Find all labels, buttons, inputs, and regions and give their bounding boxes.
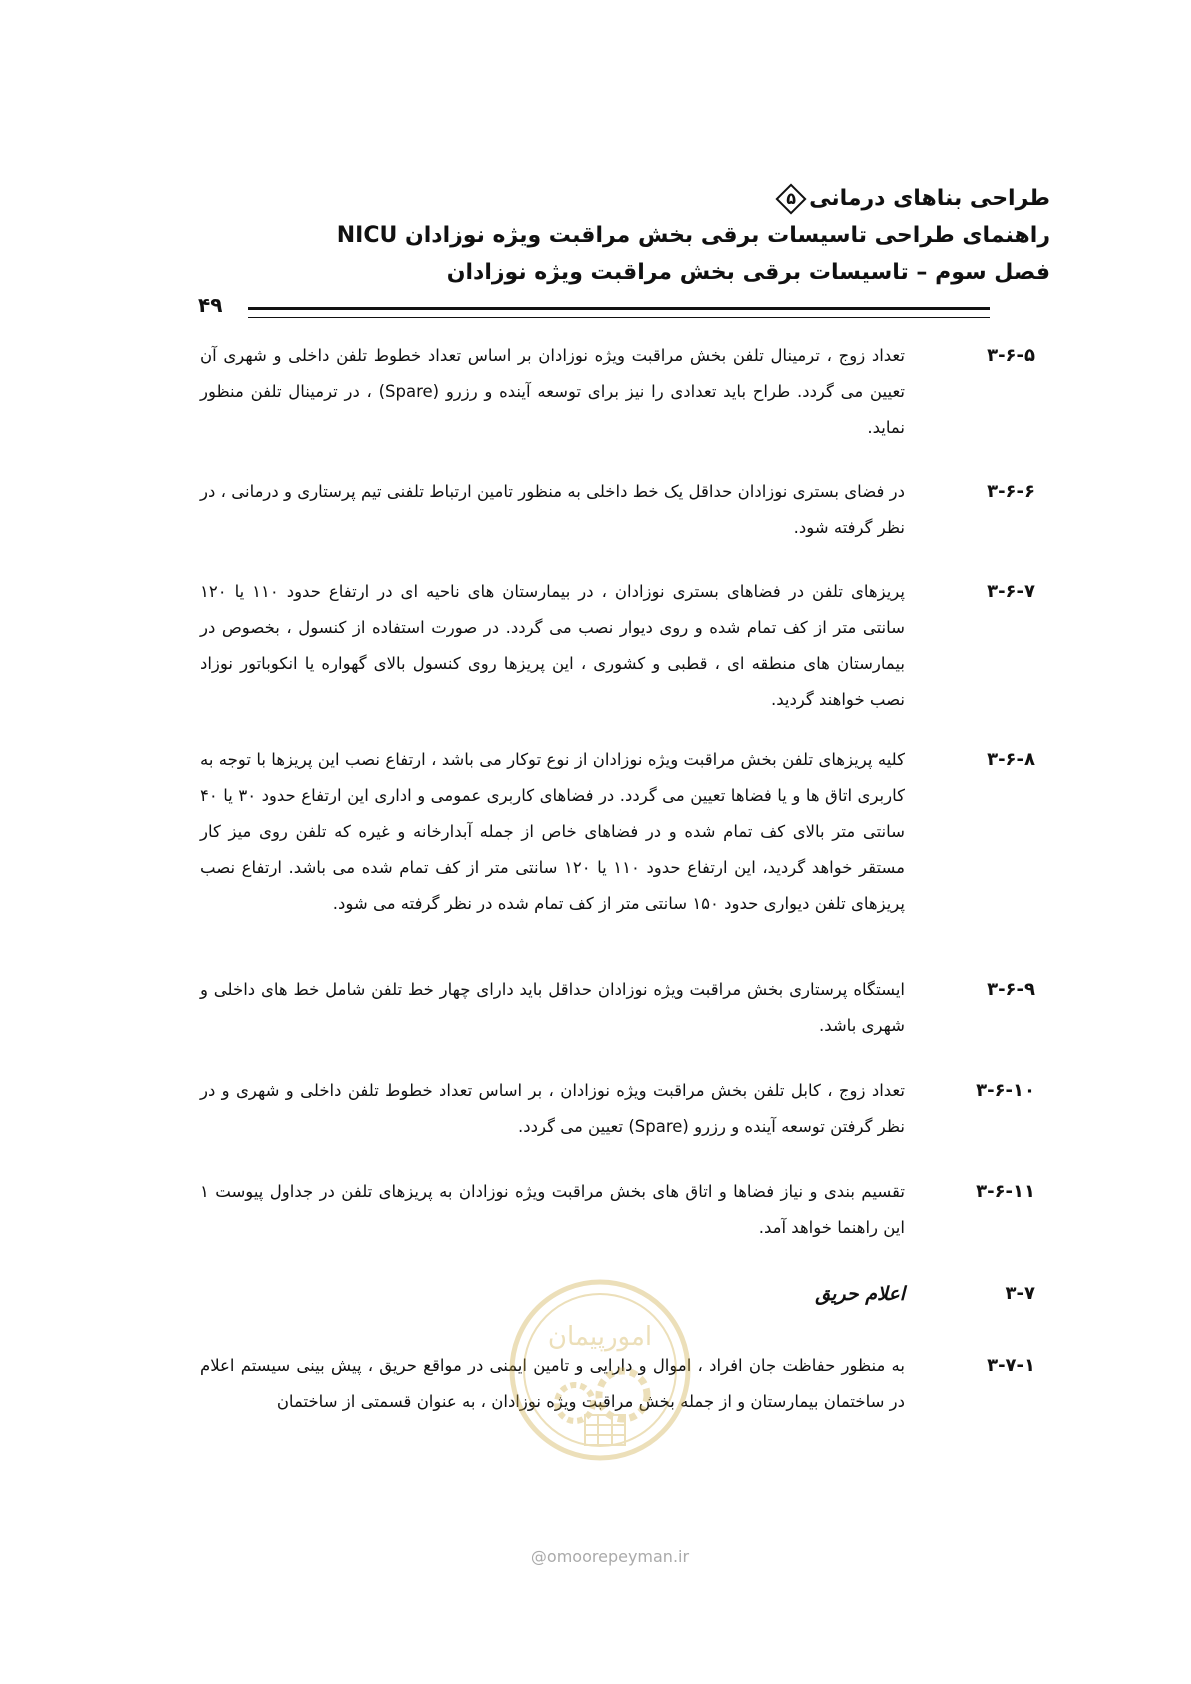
section-number: ۳-۶-۹ — [987, 979, 1035, 1000]
section-number: ۳-۶-۸ — [987, 749, 1035, 770]
section-text: تقسیم بندی و نیاز فضاها و اتاق های بخش مراقبت ویژه نوزادان به پریزهای تلفن در جداول پیوست ۱ این راهنما خواهد آمد. — [200, 1182, 905, 1237]
section-3-6-10 — [200, 1073, 1035, 1145]
watermark-logo-icon — [505, 1275, 695, 1465]
section-number: ۳-۶-۶ — [987, 481, 1035, 502]
section-number: ۳-۷-۱ — [987, 1355, 1035, 1376]
section-text: تعداد زوج ، ترمینال تلفن بخش مراقبت ویژه نوزادان بر اساس تعداد خطوط تلفن داخلی و شهری آن تعیین می گردد. طراح باید تعدادی را نیز برای توسعه آینده و رزرو (Spare) ، در ترمینال تلفن منظور نماید. — [200, 346, 905, 437]
section-text: به منظور حفاظت جان افراد ، اموال و دارایی و تامین ایمنی در مواقع حریق ، پیش بینی سیستم اعلام در ساختمان بیمارستان و از جمله بخش مراقبت ویژه نوزادان ، به عنوان قسمتی از ساختمان — [200, 1356, 905, 1411]
watermark-logo-text: امورپیمان — [547, 1322, 653, 1352]
section-3-6-7 — [200, 574, 1035, 718]
document-header — [190, 180, 1050, 291]
section-3-6-9 — [200, 972, 1035, 1044]
section-3-6-5 — [200, 338, 1035, 446]
section-3-6-11 — [200, 1174, 1035, 1246]
section-number: ۳-۶-۱۱ — [976, 1181, 1035, 1202]
page-number: ۴۹ — [198, 293, 223, 317]
volume-number-badge — [777, 185, 805, 213]
section-text: در فضای بستری نوزادان حداقل یک خط داخلی به منظور تامین ارتباط تلفنی تیم پرستاری و درمانی ، در نظر گرفته شود. — [200, 482, 905, 537]
book-title-text: طراحی بناهای درمانی — [809, 186, 1050, 211]
header-book-title — [190, 180, 1050, 217]
section-number: ۳-۶-۷ — [987, 581, 1035, 602]
section-3-6-8 — [200, 742, 1035, 922]
volume-number: ۵ — [786, 188, 796, 208]
section-text: پریزهای تلفن در فضاهای بستری نوزادان ، در بیمارستان های ناحیه ای در ارتفاع حدود ۱۱۰ یا ۱۲۰ سانتی متر از کف تمام شده و روی دیوار نصب می گردد. در صورت استفاده از کنسول ، بخصوص در بیمارستان های منطقه ای ، قطبی و کشوری ، این پریزها روی کنسول بالای گهواره یا انکوباتور نوزاد نصب خواهند گردید. — [200, 582, 905, 709]
watermark-site: @omoorepeyman.ir — [530, 1547, 690, 1566]
section-heading: اعلام حریق — [815, 1283, 905, 1305]
section-3-6-6 — [200, 474, 1035, 546]
header-rule — [248, 307, 990, 318]
section-text: کلیه پریزهای تلفن بخش مراقبت ویژه نوزادان از نوع توکار می باشد ، ارتفاع نصب این پریزها با توجه به کاربری اتاق ها و یا فضاها تعیین می گردد. در فضاهای کاربری عمومی و اداری این ارتفاع حدود ۳۰ یا ۴۰ سانتی متر بالای کف تمام شده و در فضاهای خاص از جمله آبدارخانه و غیره که تلفن روی میز کار مستقر خواهد گردید، این ارتفاع حدود ۱۱۰ یا ۱۲۰ سانتی متر از کف تمام شده می باشد. ارتفاع نصب پریزهای تلفن دیواری حدود ۱۵۰ سانتی متر از کف تمام شده در نظر گرفته می شود. — [200, 750, 905, 913]
header-chapter-title: فصل سوم – تاسیسات برقی بخش مراقبت ویژه نوزادان — [446, 260, 1050, 285]
section-number: ۳-۷ — [1005, 1283, 1035, 1304]
section-text: تعداد زوج ، کابل تلفن بخش مراقبت ویژه نوزادان ، بر اساس تعداد خطوط تلفن داخلی و شهری و در نظر گرفتن توسعه آینده و رزرو (Spare) تعیین می گردد. — [200, 1081, 905, 1136]
section-number: ۳-۶-۵ — [987, 345, 1035, 366]
header-guide-title: راهنمای طراحی تاسیسات برقی بخش مراقبت ویژه نوزادان NICU — [336, 223, 1050, 248]
section-number: ۳-۶-۱۰ — [976, 1080, 1035, 1101]
section-text: ایستگاه پرستاری بخش مراقبت ویژه نوزادان حداقل باید دارای چهار خط تلفن شامل خط های داخلی و شهری باشد. — [200, 980, 905, 1035]
